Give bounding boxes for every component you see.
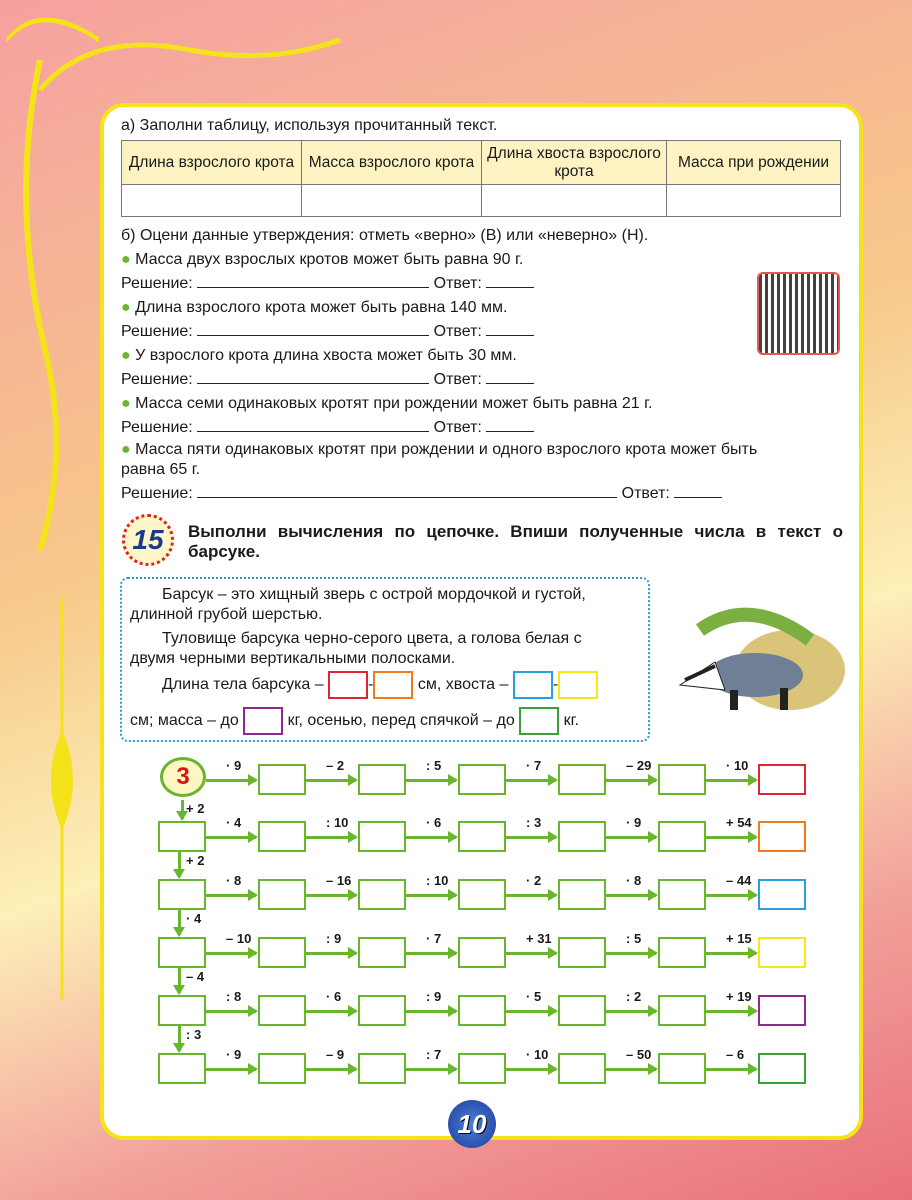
- arrow-icon: [306, 836, 356, 839]
- statement: [121, 346, 517, 366]
- chain-box[interactable]: [258, 1053, 306, 1084]
- arrow-icon: [406, 1068, 456, 1071]
- badger-text: Туловище барсука черно-серого цвета, а голова белая с: [162, 630, 582, 647]
- fill-text: кг.: [563, 712, 579, 730]
- arrow-icon: [206, 1010, 256, 1013]
- operation-label: – 10: [226, 931, 252, 946]
- chain-box[interactable]: [258, 879, 306, 910]
- operation-label: – 50: [626, 1047, 652, 1062]
- solution-row: [121, 484, 722, 504]
- solution-label: Решение:: [121, 323, 193, 340]
- answer-label: Ответ:: [433, 323, 482, 340]
- chain-box[interactable]: [458, 879, 506, 910]
- page-number: 10: [448, 1100, 496, 1148]
- operation-label: – 16: [326, 873, 352, 888]
- solution-line[interactable]: [197, 274, 429, 288]
- table-header: Масса взрослого крота: [302, 141, 482, 185]
- arrow-icon: [606, 1068, 656, 1071]
- operation-label: : 10: [326, 815, 349, 830]
- arrow-icon: [206, 1068, 256, 1071]
- dash: -: [368, 676, 374, 694]
- table-header: Масса при рождении: [667, 141, 841, 185]
- chain-box[interactable]: [258, 821, 306, 852]
- arrow-icon: [506, 1068, 556, 1071]
- chain-box[interactable]: [558, 1053, 606, 1084]
- result-box[interactable]: [758, 821, 806, 852]
- badger-text-box: [120, 577, 650, 742]
- chain-box[interactable]: [158, 879, 206, 910]
- solution-row: [121, 418, 534, 438]
- solution-row: [121, 370, 534, 390]
- table-input-cell[interactable]: [122, 185, 302, 217]
- arrow-icon: [406, 779, 456, 782]
- bullet-icon: ●: [121, 395, 136, 412]
- arrow-icon: [706, 836, 756, 839]
- answer-box-yellow[interactable]: [558, 671, 598, 699]
- answer-box-red[interactable]: [328, 671, 368, 699]
- arrow-icon: [406, 1010, 456, 1013]
- operation-label: : 5: [426, 758, 442, 773]
- solution-label: Решение:: [121, 275, 193, 292]
- chain-box[interactable]: [358, 879, 406, 910]
- solution-line[interactable]: [197, 370, 429, 384]
- start-number: 3: [160, 757, 206, 797]
- chain-box[interactable]: [458, 995, 506, 1026]
- statement-text: Масса двух взрослых кротов может быть равна 90 г.: [135, 251, 524, 268]
- result-box[interactable]: [758, 1053, 806, 1084]
- statement: [121, 298, 507, 318]
- operation-label: : 7: [426, 1047, 442, 1062]
- result-box[interactable]: [758, 879, 806, 910]
- chain-box[interactable]: [358, 1053, 406, 1084]
- operation-label: + 15: [726, 931, 752, 946]
- operation-label: · 10: [526, 1047, 549, 1062]
- answer-line[interactable]: [486, 274, 534, 288]
- arrow-icon: [706, 894, 756, 897]
- operation-label: : 2: [626, 989, 642, 1004]
- arrow-icon: [406, 836, 456, 839]
- bullet-icon: ●: [121, 251, 136, 268]
- arrow-icon: [606, 894, 656, 897]
- arrow-icon: [606, 779, 656, 782]
- bullet-icon: ●: [121, 347, 136, 364]
- badger-text: длинной грубой шерстью.: [130, 606, 323, 623]
- badger-text: двумя черными вертикальными полосками.: [130, 650, 456, 667]
- fill-text: см; масса – до: [130, 712, 239, 730]
- arrow-icon: [706, 1068, 756, 1071]
- chain-box[interactable]: [658, 995, 706, 1026]
- operation-label: + 19: [726, 989, 752, 1004]
- chain-box[interactable]: [358, 995, 406, 1026]
- arrow-icon: [506, 952, 556, 955]
- badger-illustration: [670, 600, 845, 720]
- down-arrow-icon: [178, 968, 181, 993]
- operation-label: · 8: [626, 873, 642, 888]
- operation-label: : 9: [426, 989, 442, 1004]
- chain-box[interactable]: [158, 995, 206, 1026]
- chain-box[interactable]: [558, 995, 606, 1026]
- operation-label: · 9: [626, 815, 642, 830]
- arrow-icon: [506, 779, 556, 782]
- decorative-frame: [0, 0, 100, 1040]
- dash: -: [552, 676, 559, 694]
- arrow-icon: [206, 894, 256, 897]
- operation-label: · 4: [226, 815, 242, 830]
- arrow-icon: [306, 894, 356, 897]
- operation-label: · 6: [326, 989, 342, 1004]
- mole-table: [121, 140, 841, 217]
- arrow-icon: [306, 1010, 356, 1013]
- answer-label: Ответ:: [433, 371, 482, 388]
- operation-label: · 7: [426, 931, 442, 946]
- arrow-icon: [306, 1068, 356, 1071]
- chain-box[interactable]: [458, 937, 506, 968]
- arrow-icon: [306, 779, 356, 782]
- answer-line[interactable]: [486, 370, 534, 384]
- table-input-cell[interactable]: [482, 185, 667, 217]
- arrow-icon: [706, 779, 756, 782]
- operation-label: – 29: [626, 758, 652, 773]
- chain-box[interactable]: [258, 995, 306, 1026]
- statement: [121, 250, 523, 270]
- down-operation-label: + 2: [186, 801, 205, 816]
- solution-row: [121, 322, 534, 342]
- chain-box[interactable]: [658, 937, 706, 968]
- arrow-icon: [706, 952, 756, 955]
- fill-text: Длина тела барсука –: [162, 676, 324, 694]
- down-operation-label: + 2: [186, 853, 205, 868]
- chain-box[interactable]: [458, 1053, 506, 1084]
- badger-text: Барсук – это хищный зверь с острой мордочкой и густой,: [162, 586, 586, 603]
- chain-box[interactable]: [258, 937, 306, 968]
- chain-box[interactable]: [458, 764, 506, 795]
- chain-box[interactable]: [558, 764, 606, 795]
- task-number-badge: 15: [122, 514, 174, 566]
- part-b-instruction: б) Оцени данные утверждения: отметь «верно» (В) или «неверно» (Н).: [121, 227, 649, 244]
- operation-label: : 10: [426, 873, 449, 888]
- result-box[interactable]: [758, 764, 806, 795]
- chain-box[interactable]: [558, 937, 606, 968]
- down-arrow-icon: [178, 910, 181, 935]
- statement-text: Масса пяти одинаковых кротят при рождении и одного взрослого крота может быть: [135, 441, 758, 458]
- statement: [121, 440, 841, 460]
- arrow-icon: [606, 1010, 656, 1013]
- arrow-icon: [606, 952, 656, 955]
- chain-box[interactable]: [158, 1053, 206, 1084]
- arrow-icon: [506, 836, 556, 839]
- arrow-icon: [206, 952, 256, 955]
- operation-label: : 9: [326, 931, 342, 946]
- solution-line[interactable]: [197, 418, 429, 432]
- chain-box[interactable]: [358, 821, 406, 852]
- down-arrow-icon: [181, 800, 184, 819]
- chain-box[interactable]: [658, 879, 706, 910]
- arrow-icon: [306, 952, 356, 955]
- solution-label: Решение:: [121, 485, 193, 502]
- arrow-icon: [206, 836, 256, 839]
- down-operation-label: – 4: [186, 969, 205, 984]
- corner-ornament: [30, 20, 350, 100]
- answer-box-green[interactable]: [519, 707, 559, 735]
- chain-box[interactable]: [658, 764, 706, 795]
- chain-box[interactable]: [358, 764, 406, 795]
- part-a-instruction: а) Заполни таблицу, используя прочитанный текст.: [121, 117, 498, 134]
- solution-row: [121, 274, 534, 294]
- task-instruction: Выполни вычисления по цепочке. Впиши полученные числа в текст о барсуке.: [188, 522, 843, 561]
- answer-line[interactable]: [486, 418, 534, 432]
- solution-label: Решение:: [121, 371, 193, 388]
- bullet-icon: ●: [121, 441, 136, 458]
- chain-box[interactable]: [558, 821, 606, 852]
- solution-line[interactable]: [197, 322, 429, 336]
- table-input-cell[interactable]: [667, 185, 841, 217]
- down-arrow-icon: [178, 1026, 181, 1051]
- down-arrow-icon: [178, 852, 181, 877]
- table-header: Длина хвоста взрослого крота: [482, 141, 667, 185]
- solution-line[interactable]: [197, 484, 617, 498]
- operation-label: · 7: [526, 758, 542, 773]
- operation-label: · 6: [426, 815, 442, 830]
- chain-box[interactable]: [158, 821, 206, 852]
- answer-line[interactable]: [674, 484, 722, 498]
- chain-box[interactable]: [658, 821, 706, 852]
- arrow-icon: [406, 952, 456, 955]
- arrow-icon: [606, 836, 656, 839]
- qr-code: [757, 272, 840, 355]
- arrow-icon: [506, 1010, 556, 1013]
- operation-label: – 2: [326, 758, 345, 773]
- statement-text: У взрослого крота длина хвоста может быть 30 мм.: [135, 347, 517, 364]
- answer-label: Ответ:: [433, 419, 482, 436]
- fill-text: кг, осенью, перед спячкой – до: [287, 712, 515, 730]
- statement-cont: равна 65 г.: [121, 461, 201, 478]
- answer-box-purple[interactable]: [243, 707, 283, 735]
- operation-label: · 10: [726, 758, 749, 773]
- result-box[interactable]: [758, 995, 806, 1026]
- operation-label: + 31: [526, 931, 552, 946]
- operation-label: · 5: [526, 989, 542, 1004]
- operation-label: – 6: [726, 1047, 745, 1062]
- arrow-icon: [406, 894, 456, 897]
- statement-text: Масса семи одинаковых кротят при рождении может быть равна 21 г.: [135, 395, 653, 412]
- operation-label: · 2: [526, 873, 542, 888]
- operation-label: : 5: [626, 931, 642, 946]
- arrow-icon: [206, 779, 256, 782]
- down-operation-label: · 4: [186, 911, 202, 926]
- statement: [121, 394, 652, 414]
- answer-label: Ответ:: [621, 485, 670, 502]
- chain-box[interactable]: [158, 937, 206, 968]
- operation-label: : 3: [526, 815, 542, 830]
- fill-text: см, хвоста –: [417, 676, 509, 694]
- arrow-icon: [506, 894, 556, 897]
- answer-label: Ответ:: [433, 275, 482, 292]
- operation-label: : 8: [226, 989, 242, 1004]
- operation-label: + 54: [726, 815, 752, 830]
- operation-label: · 9: [226, 1047, 242, 1062]
- solution-label: Решение:: [121, 419, 193, 436]
- result-box[interactable]: [758, 937, 806, 968]
- answer-box-blue[interactable]: [513, 671, 553, 699]
- chain-box[interactable]: [658, 1053, 706, 1084]
- answer-box-orange[interactable]: [373, 671, 413, 699]
- bullet-icon: ●: [121, 299, 136, 316]
- chain-box[interactable]: [358, 937, 406, 968]
- table-header: Длина взрослого крота: [122, 141, 302, 185]
- table-input-cell[interactable]: [302, 185, 482, 217]
- operation-label: · 9: [226, 758, 242, 773]
- statement-text: Длина взрослого крота может быть равна 140 мм.: [135, 299, 508, 316]
- arrow-icon: [706, 1010, 756, 1013]
- operation-label: – 44: [726, 873, 752, 888]
- chain-box[interactable]: [458, 821, 506, 852]
- down-operation-label: : 3: [186, 1027, 202, 1042]
- answer-line[interactable]: [486, 322, 534, 336]
- chain-box[interactable]: [558, 879, 606, 910]
- operation-label: · 8: [226, 873, 242, 888]
- operation-label: – 9: [326, 1047, 345, 1062]
- chain-box[interactable]: [258, 764, 306, 795]
